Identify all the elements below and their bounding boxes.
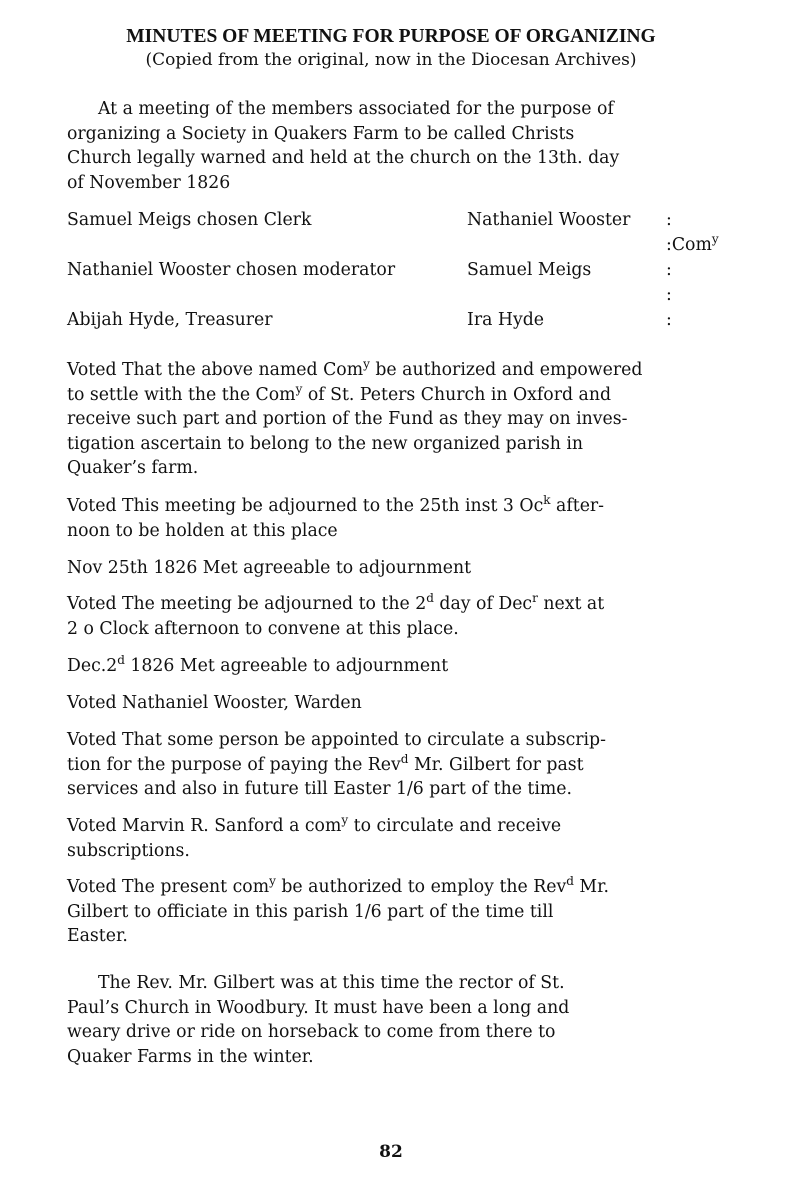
colon-mark: : xyxy=(666,310,672,330)
intro-line-2: organizing a Society in Quakers Farm to be called Christs xyxy=(67,123,575,144)
vote-paragraph-1: Voted That the above named Com$^y$ be authorized and empowered to settle with the the Com$^y$ of St. Peters Church in Oxford and receive such part and portion of the Fund as they may on inves- tigation ascertain to belong to the new organized parish in Quaker’s farm. xyxy=(67,357,643,478)
committee-member-2: Samuel Meigs xyxy=(467,260,592,280)
officer-moderator: Nathaniel Wooster chosen moderator xyxy=(67,260,396,280)
vote-paragraph-3: Voted The meeting be adjourned to the 2$^d$ day of Dec$^r$ next at 2 o Clock afternoon to convene at this place. xyxy=(67,591,605,639)
vote-paragraph-5: Voted That some person be appointed to circulate a subscrip- tion for the purpose of paying the Rev$^d$ Mr. Gilbert for past services and also in future till Easter 1/6 part of the time. xyxy=(67,730,606,799)
document-subtitle: (Copied from the original, now in the Diocesan Archives) xyxy=(145,50,637,70)
intro-line-3: Church legally warned and held at the church on the 13th. day xyxy=(67,148,620,168)
vote-paragraph-7: Voted The present com$^y$ be authorized to employ the Rev$^d$ Mr. Gilbert to officiate in this parish 1/6 part of the time till Easter. xyxy=(67,874,609,946)
closing-paragraph: The Rev. Mr. Gilbert was at this time the rector of St. Paul’s Church in Woodbury. It must have been a long and weary drive or ride on horseback to come from there to Quaker Farms in the winter. xyxy=(67,973,570,1067)
minute-nov-25: Nov 25th 1826 Met agreeable to adjournment xyxy=(67,558,472,578)
colon-mark: : xyxy=(666,210,672,230)
intro-line-1: At a meeting of the members associated for the purpose of xyxy=(98,99,614,119)
document-title: MINUTES OF MEETING FOR PURPOSE OF ORGANIZING xyxy=(126,26,656,47)
page-number: 82 xyxy=(379,1142,403,1162)
vote-paragraph-2: Voted This meeting be adjourned to the 25th inst 3 Oc$^k$ after- noon to be holden at this place xyxy=(67,493,605,541)
minute-dec-2: Dec.2$^d$ 1826 Met agreeable to adjournment xyxy=(67,653,449,676)
committee-member-1: Nathaniel Wooster xyxy=(467,210,631,230)
intro-paragraph xyxy=(67,97,619,195)
officer-treasurer: Abijah Hyde, Treasurer xyxy=(67,310,273,330)
vote-paragraph-4: Voted Nathaniel Wooster, Warden xyxy=(67,693,362,713)
officer-clerk: Samuel Meigs chosen Clerk xyxy=(67,210,312,230)
colon-mark: : xyxy=(666,260,672,280)
intro-line-4: of November 1826 xyxy=(67,172,231,193)
vote-paragraph-6: Voted Marvin R. Sanford a com$^y$ to circulate and receive subscriptions. xyxy=(67,813,562,861)
colon-mark: : xyxy=(666,285,672,305)
committee-label: :Com$^y$ xyxy=(666,232,719,255)
committee-member-3: Ira Hyde xyxy=(467,310,545,330)
